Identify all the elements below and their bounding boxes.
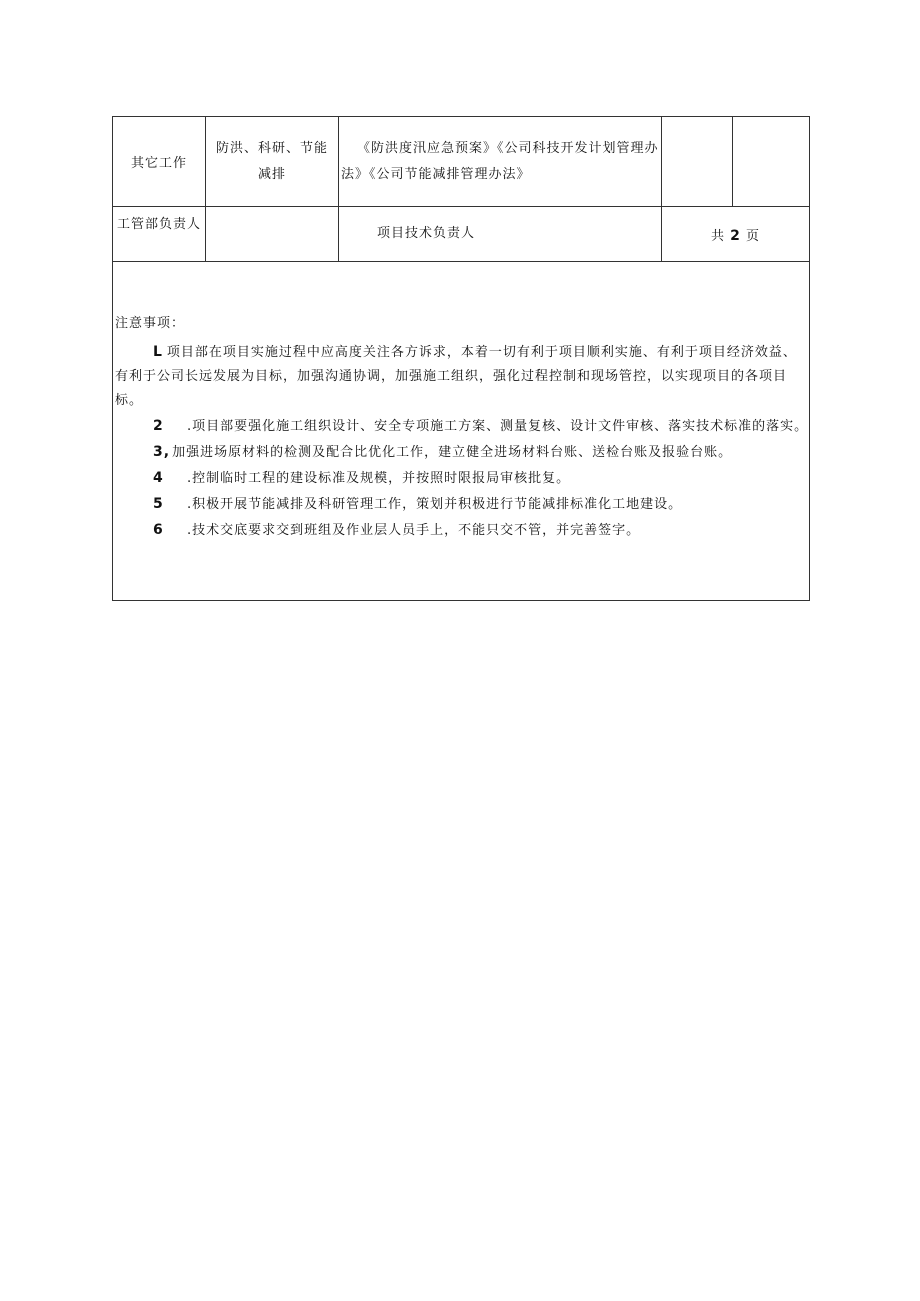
note-number: 2 — [153, 418, 164, 434]
note-text: .项目部要强化施工组织设计、安全专项施工方案、测量复核、设计文件审核、落实技术标准的落实。 — [187, 419, 809, 434]
notes-title: 注意事项： — [115, 316, 186, 331]
notes-cell — [113, 262, 810, 601]
tech-head-label: 项目技术负责人 — [339, 207, 662, 262]
dept-head-label: 工管部负责人 — [113, 207, 206, 262]
note-number: 5 — [153, 496, 164, 512]
note-text: 项目部在项目实施过程中应高度关注各方诉求，本着一切有利于项目顺利实施、有利于项目经济效益、有利于公司长远发展为目标，加强沟通协调，加强施工组织，强化过程控制和现场管控，以实现项目的各项目标。 — [115, 345, 797, 408]
note-number: L — [153, 344, 163, 360]
other-work-row — [113, 117, 810, 207]
dept-head-signature — [206, 207, 339, 262]
other-work-label: 其它工作 — [113, 117, 206, 207]
empty-cell — [662, 117, 733, 207]
notes-row — [113, 262, 810, 601]
page-count-suffix: 页 — [746, 228, 761, 244]
page-count-prefix: 共 — [710, 228, 725, 244]
note-item — [115, 414, 809, 439]
note-number: 6 — [153, 522, 164, 538]
work-plan-table — [112, 116, 810, 601]
note-item — [115, 518, 809, 543]
empty-cell — [733, 117, 810, 207]
note-number: 3, — [153, 444, 171, 460]
note-text: .技术交底要求交到班组及作业层人员手上，不能只交不管，并完善签字。 — [187, 523, 641, 538]
other-work-documents — [339, 117, 662, 207]
notes-list — [115, 340, 809, 543]
note-text: .控制临时工程的建设标准及规模，并按照时限报局审核批复。 — [187, 471, 571, 486]
page-count — [662, 207, 810, 262]
note-item — [115, 492, 809, 517]
note-number: 4 — [153, 470, 164, 486]
other-work-category — [206, 117, 339, 207]
other-work-category-text: 防洪、科研、节能减排 — [215, 140, 328, 182]
other-work-documents-text: 《防洪度汛应急预案》《公司科技开发计划管理办法》《公司节能减排管理办法》 — [341, 140, 659, 182]
note-text: .积极开展节能减排及科研管理工作，策划并积极进行节能减排标准化工地建设。 — [187, 497, 683, 512]
signature-row — [113, 207, 810, 262]
note-item — [115, 440, 809, 465]
page-count-number: 2 — [730, 227, 741, 244]
note-text: 加强进场原材料的检测及配合比优化工作，建立健全进场材料台账、送检台账及报验台账。 — [172, 445, 733, 460]
note-item — [115, 340, 809, 413]
note-item — [115, 466, 809, 491]
